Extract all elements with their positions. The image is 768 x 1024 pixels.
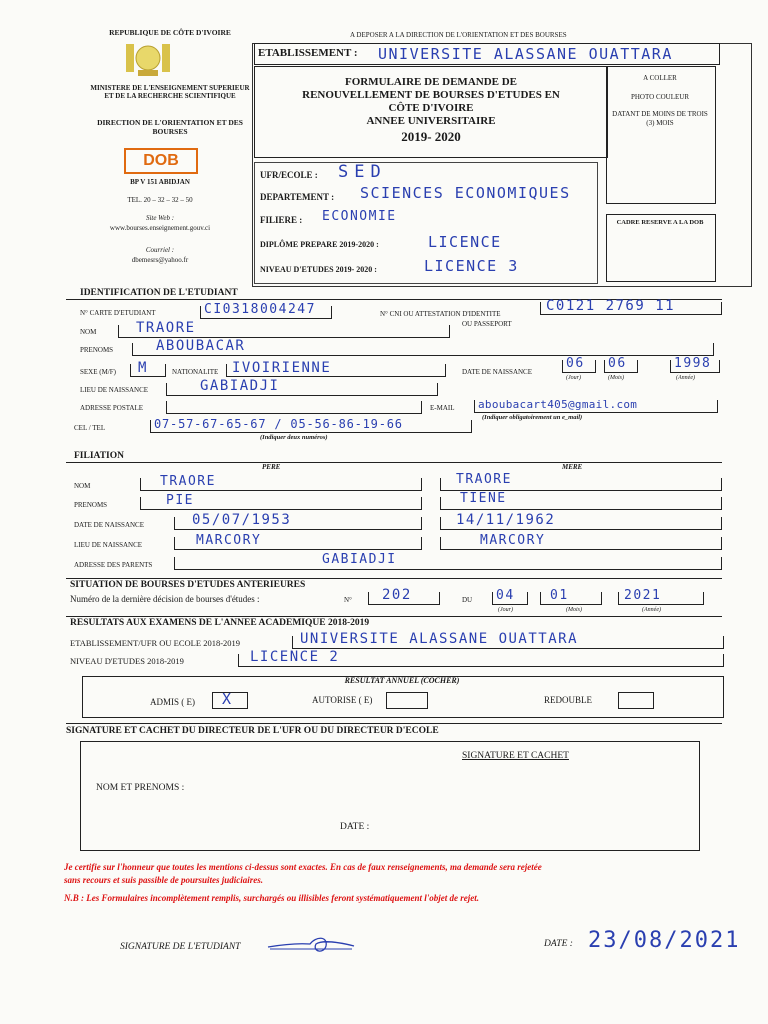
lieu-label: LIEU DE NAISSANCE [80, 386, 149, 394]
filiation-naissance-label: DATE DE NAISSANCE [74, 521, 144, 529]
carte-label: N° CARTE D'ETUDIANT [80, 309, 156, 317]
jour-label: (Jour) [566, 375, 581, 381]
prenoms-label: PRENOMS [80, 346, 114, 354]
ufr-label: UFR/ECOLE : [260, 170, 318, 180]
header-email[interactable]: dbemesrs@yahoo.fr [131, 256, 189, 264]
filiation-adresse-label: ADRESSE DES PARENTS [74, 561, 153, 569]
bp-address: BP V 151 ABIDJAN [130, 178, 190, 186]
adresse-label: ADRESSE POSTALE [80, 404, 144, 412]
cni-label2: OU PASSEPORT [462, 320, 512, 328]
disclaimer-line2: sans recours et suis passible de poursuites judiciaires. [64, 875, 264, 885]
admis-label: ADMIS ( E) [150, 697, 195, 707]
student-signature[interactable] [266, 932, 356, 956]
niveau-label: NIVEAU D'ETUDES 2019- 2020 : [260, 265, 377, 274]
lieu-value: GABIADJI [200, 378, 280, 394]
annee-label: (Année) [676, 375, 695, 381]
autorise-label: AUTORISE ( E) [312, 695, 373, 705]
form-title-line3: CÔTE D'IVOIRE [388, 102, 474, 114]
naissance-label: DATE DE NAISSANCE [462, 368, 532, 376]
tel-label: CEL / TEL [74, 424, 106, 432]
form-title-line4: ANNEE UNIVERSITAIRE [366, 115, 496, 127]
naissance-annee: 1998 [674, 356, 712, 371]
coat-of-arms-icon [118, 40, 178, 78]
signature-rule-top [66, 723, 722, 724]
diplome-value[interactable]: LICENCE [428, 233, 502, 251]
photo-line2: PHOTO COULEUR [630, 93, 689, 101]
decision-mois: 01 [550, 588, 569, 603]
resultats-niveau: LICENCE 2 [250, 649, 340, 665]
du-label: DU [462, 596, 473, 604]
naissance-mois: 06 [608, 356, 627, 371]
dept-value[interactable]: SCIENCES ECONOMIQUES [360, 184, 571, 202]
pere-lieu: MARCORY [196, 533, 262, 548]
filiation-nom-label: NOM [74, 482, 91, 490]
header-tel: TEL. 20 – 32 – 32 – 50 [127, 196, 193, 204]
adresse-field[interactable] [166, 401, 422, 414]
site-label: Site Web : [145, 214, 175, 222]
parents-adresse-field[interactable] [174, 557, 722, 570]
cni-label: N° CNI OU ATTESTATION D'IDENTITE [380, 310, 501, 318]
pere-label: PERE [262, 463, 281, 471]
signature-section-title: SIGNATURE ET CACHET DU DIRECTEUR DE L'UFR OU DU DIRECTEUR D'ECOLE [66, 726, 439, 736]
nom-value: TRAORE [136, 320, 196, 336]
redouble-checkbox[interactable] [618, 692, 654, 709]
filiation-lieu-label: LIEU DE NAISSANCE [74, 541, 143, 549]
parents-adresse: GABIADJI [322, 552, 397, 567]
filiation-title: FILIATION [74, 451, 124, 461]
decision-label: Numéro de la dernière décision de bourses d'études : [70, 594, 260, 604]
student-signature-label: SIGNATURE DE L'ETUDIANT [120, 942, 241, 952]
decision-annee: 2021 [624, 588, 662, 603]
pere-prenoms: PIE [166, 493, 194, 508]
email-label: Courriel : [145, 246, 175, 254]
filiere-value[interactable]: ECONOMIE [322, 209, 397, 224]
decision-no: 202 [382, 587, 412, 603]
disclaimer-line1: Je certifie sur l'honneur que toutes les mentions ci-dessus sont exactes. En cas de faux renseignements, ma demande sera rejetée [64, 862, 542, 872]
form-title-line1: FORMULAIRE DE DEMANDE DE [344, 76, 518, 88]
nationalite-label: NATIONALITE [172, 368, 219, 376]
etablissement-label: ETABLISSEMENT : [258, 47, 358, 59]
filiation-prenoms-label: PRENOMS [74, 501, 108, 509]
decision-annee-label: (Année) [642, 607, 661, 613]
email-note: (Indiquer obligatoirement un e_mail) [482, 414, 583, 421]
director-nom-label: NOM ET PRENOMS : [96, 783, 185, 793]
reserved-label: CADRE RESERVE A LA DOB [616, 219, 704, 226]
ministry-name: MINISTERE DE L'ENSEIGNEMENT SUPERIEUR ET DE LA RECHERCHE SCIENTIFIQUE [90, 84, 250, 100]
mere-lieu: MARCORY [480, 533, 546, 548]
student-date-label: DATE : [544, 939, 573, 949]
nom-label: NOM [80, 328, 97, 336]
cni-value: C0121 2769 11 [546, 298, 676, 314]
filiation-rule [66, 462, 722, 463]
photo-box[interactable] [606, 66, 716, 204]
diplome-label: DIPLÔME PREPARE 2019-2020 : [260, 240, 379, 249]
resultats-etab-label: ETABLISSEMENT/UFR OU ECOLE 2018-2019 [70, 638, 241, 648]
bourses-title: SITUATION DE BOURSES D'ETUDES ANTERIEURES [70, 580, 306, 590]
naissance-jour: 06 [566, 356, 585, 371]
admis-mark: X [222, 690, 233, 708]
form-year: 2019- 2020 [401, 129, 461, 144]
resultat-annuel-title: RESULTAT ANNUEL (COCHER) [344, 676, 460, 685]
form-title-line2: RENOUVELLEMENT DE BOURSES D'ETUDES EN [302, 89, 560, 101]
signature-box[interactable] [80, 741, 700, 851]
republic-title: REPUBLIQUE DE CÔTE D'IVOIRE [109, 28, 231, 37]
mere-nom: TRAORE [456, 472, 512, 487]
etablissement-value[interactable]: UNIVERSITE ALASSANE OUATTARA [378, 45, 673, 63]
resultats-rule-top [66, 616, 722, 617]
disclaimer-nb: N.B : Les Formulaires incomplètement remplis, surchargés ou illisibles feront systématiquement l'objet de rejet. [64, 893, 479, 903]
prenoms-value: ABOUBACAR [156, 338, 246, 354]
decision-jour: 04 [496, 588, 515, 603]
photo-line3: DATANT DE MOINS DE TROIS (3) MOIS [612, 110, 708, 127]
email-field-label: E-MAIL [430, 404, 455, 412]
email-value: aboubacart405@gmail.com [478, 398, 638, 411]
mere-prenoms: TIENE [460, 491, 507, 506]
bourses-rule-top [66, 578, 722, 579]
resultats-niveau-label: NIVEAU D'ETUDES 2018-2019 [70, 656, 184, 666]
sexe-field[interactable] [130, 364, 166, 377]
dob-logo: DOB [124, 148, 198, 174]
tel-value: 07-57-67-65-67 / 05-56-86-19-66 [154, 417, 403, 431]
carte-value: CI0318004247 [204, 302, 316, 317]
director-date-label: DATE : [340, 822, 370, 832]
site-url[interactable]: www.bourses.enseignement.gouv.ci [109, 224, 211, 232]
mere-label: MERE [562, 463, 583, 471]
identification-title: IDENTIFICATION DE L'ETUDIANT [80, 288, 238, 298]
decision-jour-label: (Jour) [498, 607, 513, 613]
decision-mois-label: (Mois) [566, 607, 582, 613]
pere-nom: TRAORE [160, 474, 216, 489]
nationalite-value: IVOIRIENNE [232, 360, 332, 376]
decision-no-label: N° [344, 596, 352, 604]
filiere-label: FILIERE : [260, 215, 303, 225]
sexe-label: SEXE (M/F) [80, 368, 116, 376]
ufr-value[interactable]: SED [338, 162, 387, 182]
photo-line1: A COLLER [643, 74, 677, 82]
niveau-value[interactable]: LICENCE 3 [424, 257, 519, 275]
resultats-etab: UNIVERSITE ALASSANE OUATTARA [300, 631, 579, 647]
redouble-label: REDOUBLE [544, 695, 592, 705]
direction-name: DIRECTION DE L'ORIENTATION ET DES BOURSES [97, 118, 243, 136]
tel-note: (Indiquer deux numéros) [260, 434, 328, 441]
cachet-label: SIGNATURE ET CACHET [462, 751, 569, 761]
deposit-note: A DEPOSER A LA DIRECTION DE L'ORIENTATION ET DES BOURSES [350, 31, 567, 39]
mere-naissance: 14/11/1962 [456, 512, 556, 528]
sexe-value: M [138, 360, 148, 376]
dept-label: DEPARTEMENT : [260, 192, 335, 202]
form-title [256, 76, 606, 143]
pere-naissance: 05/07/1953 [192, 512, 292, 528]
student-date[interactable]: 23/08/2021 [588, 928, 741, 953]
mois-label: (Mois) [608, 375, 624, 381]
autorise-checkbox[interactable] [386, 692, 428, 709]
resultats-title: RESULTATS AUX EXAMENS DE L'ANNEE ACADEMIQUE 2018-2019 [70, 618, 370, 628]
